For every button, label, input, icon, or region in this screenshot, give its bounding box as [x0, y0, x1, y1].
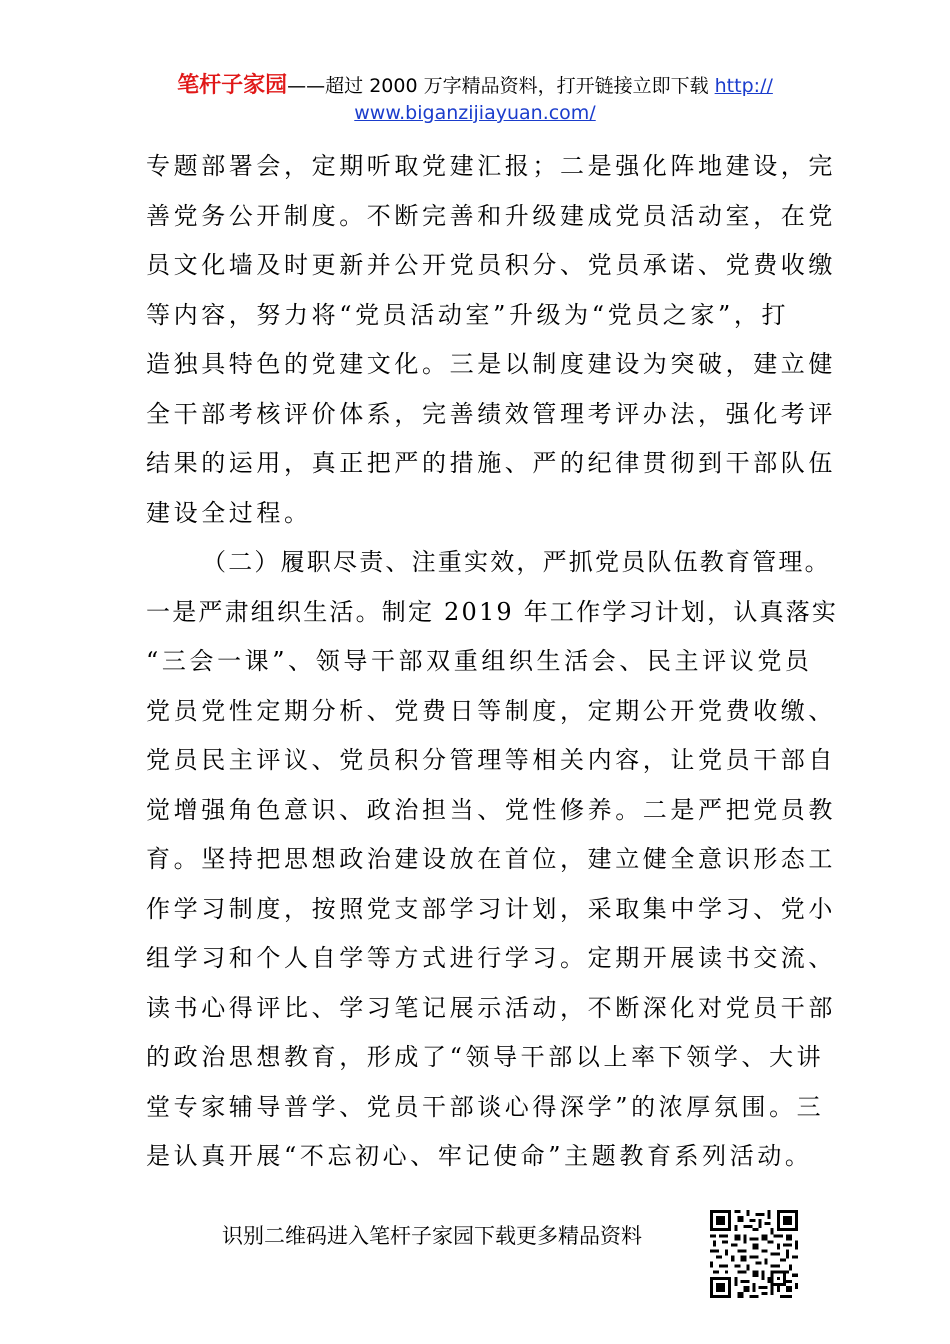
body-line: 觉增强角色意识、政治担当、党性修养。二是严把党员教: [146, 795, 836, 824]
site-link-part2[interactable]: www.biganzijiayuan.com/: [354, 102, 596, 124]
body-line: 善党务公开制度。不断完善和升级建成党员活动室，在党: [146, 201, 836, 230]
body-line: 建设全过程。: [146, 498, 312, 527]
body-line: 党员党性定期分析、党费日等制度，定期公开党费收缴、: [146, 696, 836, 725]
body-line: 员文化墙及时更新并公开党员积分、党员承诺、党费收缴: [146, 251, 836, 279]
body-line: 造独具特色的党建文化。三是以制度建设为突破，建立健: [146, 350, 836, 378]
body-line: 全干部考核评价体系，完善绩效管理考评办法，强化考评: [146, 399, 836, 428]
body-line: 专题部署会，定期听取党建汇报；二是强化阵地建设，完: [146, 152, 836, 180]
footer-caption: 识别二维码进入笔杆子家园下载更多精品资料: [222, 1224, 642, 1248]
body-line: 是认真开展“不忘初心、牢记使命”主题教育系列活动。: [146, 1142, 813, 1170]
header-line-2: [0, 100, 950, 127]
body-line: 一是严肃组织生活。制定 2019 年工作学习计划，认真落实: [146, 597, 839, 626]
body-line: 结果的运用，真正把严的措施、严的纪律贯彻到干部队伍: [146, 449, 836, 477]
body-line: 党员民主评议、党员积分管理等相关内容，让党员干部自: [146, 746, 836, 774]
qr-code-icon[interactable]: [710, 1210, 798, 1298]
page-header: [0, 72, 950, 127]
body-line: “三会一课”、领导干部双重组织生活会、民主评议党员: [146, 647, 813, 675]
header-line-1: [0, 72, 950, 100]
document-body: [146, 150, 839, 1190]
section-heading: （二）履职尽责、注重实效，严抓党员队伍教育管理。: [202, 548, 831, 576]
header-tagline: ——超过 2000 万字精品资料，打开链接立即下载: [287, 75, 715, 97]
body-line: 作学习制度，按照党支部学习计划，采取集中学习、党小: [146, 894, 836, 923]
site-link-part1[interactable]: http://: [714, 75, 773, 97]
body-line: 堂专家辅导普学、党员干部谈心得深学”的浓厚氛围。三: [146, 1092, 825, 1121]
body-line: 的政治思想教育，形成了“领导干部以上率下领学、大讲: [146, 1043, 825, 1071]
body-line: 等内容，努力将“党员活动室”升级为“党员之家”，打: [146, 300, 790, 329]
body-line: 组学习和个人自学等方式进行学习。定期开展读书交流、: [146, 944, 836, 972]
body-line: 读书心得评比、学习笔记展示活动，不断深化对党员干部: [146, 993, 836, 1022]
body-line: 育。坚持把思想政治建设放在首位，建立健全意识形态工: [146, 845, 836, 873]
brand-name[interactable]: 笔杆子家园: [177, 73, 288, 98]
